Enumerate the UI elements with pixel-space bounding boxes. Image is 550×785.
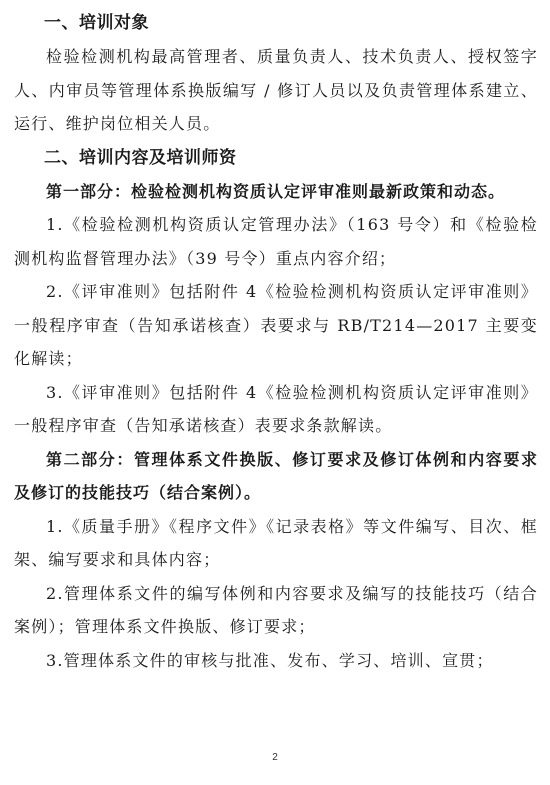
paragraph-part-one-title: 第一部分：检验检测机构资质认定评审准则最新政策和动态。 (46, 181, 506, 201)
paragraph-part-one-item-3: 3.《评审准则》包括附件 4《检验检测机构资质认定评审准则》一般程序审查（告知承诺核查）表要求条款解读。 (14, 382, 538, 435)
paragraph-part-one-item-2: 2.《评审准则》包括附件 4《检验检测机构资质认定评审准则》一般程序审查（告知承诺核查）表要求与 RB/T214—2017 主要变化解读； (14, 282, 538, 368)
paragraph-audience: 检验检测机构最高管理者、质量负责人、技术负责人、授权签字人、内审员等管理体系换版编写 / 修订人员以及负责管理体系建立、运行、维护岗位相关人员。 (14, 47, 538, 133)
document-body (14, 6, 538, 677)
paragraph-part-two-title: 第二部分：管理体系文件换版、修订要求及修订体例和内容要求及修订的技能技巧（结合案例）。 (14, 449, 538, 502)
paragraph-part-one-item-1: 1.《检验检测机构资质认定管理办法》（163 号令）和《检验检测机构监督管理办法》（39 号令）重点内容介绍； (14, 215, 538, 268)
paragraph-part-two-item-1: 1.《质量手册》《程序文件》《记录表格》等文件编写、目次、框架、编写要求和具体内容； (14, 516, 538, 569)
paragraph-part-two-item-3: 3.管理体系文件的审核与批准、发布、学习、培训、宣贯； (46, 650, 494, 670)
section-heading-training-content: 二、培训内容及培训师资 (44, 147, 237, 168)
section-heading-training-audience: 一、培训对象 (44, 13, 149, 33)
paragraph-part-two-item-2: 2.管理体系文件的编写体例和内容要求及编写的技能技巧（结合案例）；管理体系文件换版、修订要求； (14, 583, 538, 636)
page-number: 2 (272, 752, 278, 763)
